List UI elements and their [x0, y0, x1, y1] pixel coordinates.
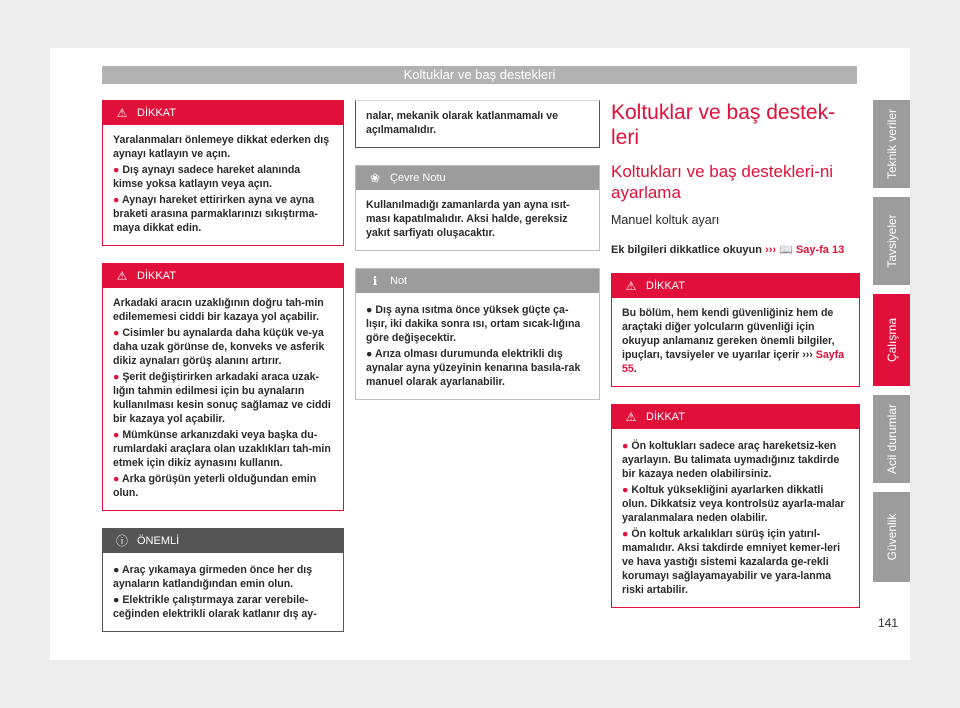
- tab-tavsiyeler[interactable]: [873, 197, 910, 285]
- important-header: [103, 529, 343, 553]
- warning-title: DİKKAT: [646, 280, 685, 292]
- warning-header: [612, 274, 859, 298]
- tab-label: Çalışma: [884, 317, 899, 363]
- exclamation-circle-icon: ⓘ: [115, 534, 128, 548]
- list-item: ● Koltuk yüksekliğini ayarlarken dikkatli olun. Dikkatsiz veya kontrolsüz ayarla-malar yaralanmalara neden olabilir.: [622, 484, 845, 524]
- warning-text: Yaralanmaları önlemeye dikkat ederken dış aynayı katlayın ve açın.: [113, 134, 330, 160]
- section-title: Koltukları ve baş destekleri-ni ayarlama: [611, 162, 834, 202]
- environment-note-box: [355, 165, 600, 251]
- warning-title: DİKKAT: [646, 411, 685, 423]
- note-header: [356, 269, 599, 293]
- warning-box: [611, 404, 860, 608]
- warning-triangle-icon: ⚠: [625, 410, 637, 424]
- bullet-icon: ●: [622, 440, 632, 452]
- list-item: ● Aynayı hareket ettirirken ayna ve ayna braketi arasına parmaklarınızı sıkıştırma-maya dikkat edin.: [113, 194, 318, 234]
- continuation-text: nalar, mekanik olarak katlanmamalı ve açılmamalıdır.: [366, 110, 558, 136]
- list-item: ● Araç yıkamaya girmeden önce her dış aynaların katlandığından emin olun.: [113, 564, 313, 590]
- warning-title: DİKKAT: [137, 270, 176, 282]
- column-middle: [355, 100, 600, 417]
- running-header: Koltuklar ve baş destekleri: [102, 66, 857, 84]
- bullet-icon: ●: [113, 564, 122, 576]
- warning-header: [612, 405, 859, 429]
- chapter-title: Koltuklar ve baş destek-leri: [611, 101, 836, 149]
- list-item: ● Arıza olması durumunda elektrikli dış aynalar ayna yüzeyinin kenarına basıla-rak manuel olarak ayarlanabilir.: [366, 348, 581, 388]
- note-title: Not: [390, 275, 408, 287]
- intro-text: Ek bilgileri dikkatlice okuyun ››› 📖 Say-fa 13: [611, 244, 845, 256]
- tab-label: Acil durumlar: [884, 403, 899, 475]
- column-left: [102, 100, 344, 649]
- warning-box: [611, 273, 860, 387]
- list-item: ● Dış aynayı sadece hareket alanında kimse yoksa katlayın veya açın.: [113, 164, 301, 190]
- warning-header: [103, 264, 343, 288]
- list-item: ● Dış ayna ısıtma önce yüksek güçte ça-lışır, iki dakika sonra ısı, ortam sıcak-lığına göre değişecektir.: [366, 304, 581, 344]
- important-box: [102, 528, 344, 632]
- warning-header: [103, 101, 343, 125]
- environment-note-title: Çevre Notu: [390, 172, 446, 184]
- list-item: ● Cisimler bu aynalarda daha küçük ve-ya daha uzak görünse de, konveks ve asferik dikiz aynaları görüş alanını artırır.: [113, 327, 325, 367]
- page-number: 141: [878, 616, 899, 630]
- book-icon: 📖: [779, 244, 793, 256]
- list-item: ● Arka görüşün yeterli olduğundan emin olun.: [113, 473, 317, 499]
- subsection-title: Manuel koltuk ayarı: [611, 213, 720, 227]
- warning-triangle-icon: ⚠: [116, 106, 128, 120]
- bullet-icon: ●: [113, 429, 123, 441]
- bullet-icon: ●: [113, 194, 122, 206]
- note-box: [355, 268, 600, 400]
- tab-calisma[interactable]: [873, 294, 910, 386]
- tab-teknik-veriler[interactable]: [873, 100, 910, 188]
- warning-box: [102, 263, 344, 511]
- bullet-icon: ●: [366, 348, 375, 360]
- tab-label: Tavsiyeler: [884, 214, 899, 268]
- leaf-icon: ❀: [369, 171, 381, 185]
- warning-triangle-icon: ⚠: [625, 279, 637, 293]
- column-right: [611, 100, 860, 625]
- warning-box: [102, 100, 344, 246]
- bullet-icon: ●: [366, 304, 376, 316]
- bullet-icon: ●: [113, 164, 123, 176]
- tab-label: Teknik veriler: [884, 108, 899, 180]
- list-item: ● Ön koltuk arkalıkları sürüş için yatırıl-mamalıdır. Aksi takdirde emniyet kemer-leri ve hava yastığı sistemi kazalarda ge-rekli korumayı sağlayamayabilir ve yara-lanma riski artabilir.: [622, 528, 841, 596]
- info-icon: ℹ: [372, 274, 378, 288]
- tab-label: Güvenlik: [884, 513, 899, 561]
- page-reference-link[interactable]: Sayfa 55: [622, 349, 845, 375]
- bullet-icon: ●: [113, 327, 123, 339]
- list-item: ● Mümkünse arkanızdaki veya başka du-rumlardaki araçlara olan uzaklıkları tah-min etmek için dikiz aynasını kullanın.: [113, 429, 331, 469]
- warning-text: Arkadaki aracın uzaklığının doğru tah-min edilememesi ciddi bir kazaya yol açabilir.: [113, 297, 324, 323]
- warning-triangle-icon: ⚠: [116, 269, 128, 283]
- important-box-continued: [355, 100, 600, 148]
- list-item: ● Elektrikle çalıştırmaya zarar verebile-ceğinden elektrikli olarak katlanır dış ay-: [113, 594, 317, 620]
- warning-text: Bu bölüm, hem kendi güvenliğiniz hem de araçtaki diğer yolcuların güvenliği için okuyup anlamanız gereken önemli bilgiler, ipuçları, tavsiyeler ve uyarılar içerir ››› Sayfa 55.: [622, 307, 845, 375]
- warning-title: DİKKAT: [137, 107, 176, 119]
- environment-note-text: Kullanılmadığı zamanlarda yan ayna ısıt-ması kapatılmalıdır. Aksi halde, gereksiz yakıt sarfiyatı oluşacaktır.: [366, 199, 570, 239]
- bullet-icon: ●: [113, 473, 122, 485]
- bullet-icon: ●: [622, 484, 632, 496]
- tab-acil-durumlar[interactable]: [873, 395, 910, 483]
- page-reference-link[interactable]: Say-fa 13: [795, 244, 845, 256]
- tab-guvenlik[interactable]: [873, 492, 910, 582]
- bullet-icon: ●: [113, 594, 123, 606]
- list-item: ● Ön koltukları sadece araç hareketsiz-ken ayarlayın. Bu talimata uymadığınız takdirde bir kazaya neden olabilirsiniz.: [622, 440, 840, 480]
- bullet-icon: ●: [622, 528, 632, 540]
- important-title: ÖNEMLİ: [137, 535, 180, 547]
- environment-note-header: [356, 166, 599, 190]
- list-item: ● Şerit değiştirirken arkadaki araca uzak-lığın tahmin edilmesi için bu aynaların kullanılması kesin sonuç sağlamaz ve ciddi bir kazaya yol açabilir.: [113, 371, 331, 425]
- bullet-icon: ●: [113, 371, 123, 383]
- reference-arrows: ›››: [765, 244, 777, 256]
